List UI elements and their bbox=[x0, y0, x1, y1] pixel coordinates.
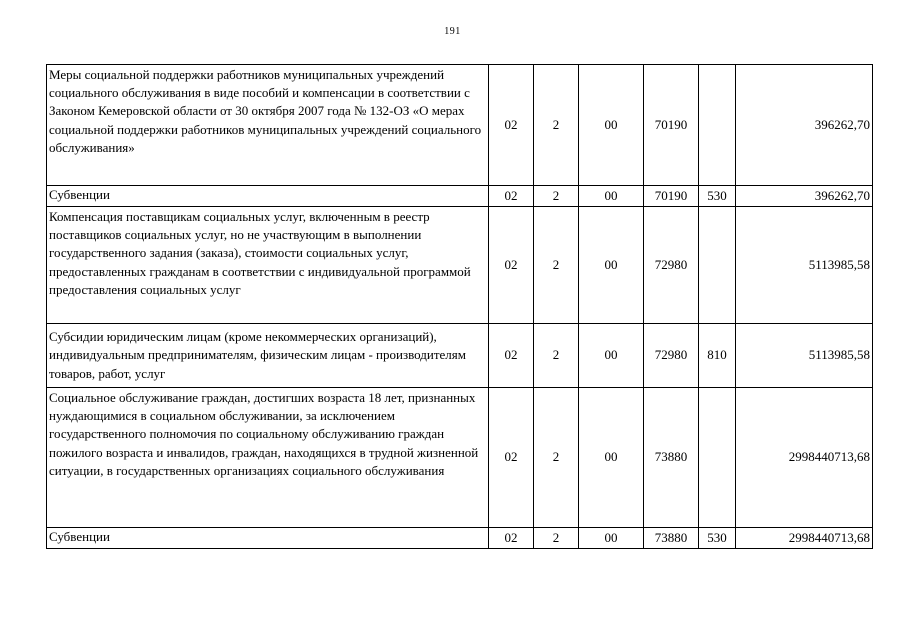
row-subsection: 2 bbox=[534, 528, 579, 549]
budget-table bbox=[46, 64, 873, 549]
row-description: Компенсация поставщикам социальных услуг, включенным в реестр поставщиков социальных услуг, но не участвующим в выполнении государственного задания (заказа), стоимости социальных услуг, предоставленных гражданам в соответствии с индивидуальной программой предоставления социальных услуг bbox=[47, 207, 489, 324]
row-target: 70190 bbox=[644, 186, 699, 207]
table-row bbox=[47, 207, 873, 324]
row-section: 02 bbox=[489, 388, 534, 528]
row-program: 00 bbox=[579, 186, 644, 207]
row-expense-type bbox=[699, 207, 736, 324]
row-program: 00 bbox=[579, 65, 644, 186]
row-amount: 2998440713,68 bbox=[736, 388, 873, 528]
row-program: 00 bbox=[579, 528, 644, 549]
row-expense-type: 810 bbox=[699, 324, 736, 388]
row-subsection: 2 bbox=[534, 324, 579, 388]
row-subsection: 2 bbox=[534, 388, 579, 528]
row-amount: 5113985,58 bbox=[736, 207, 873, 324]
table-row bbox=[47, 528, 873, 549]
row-subsection: 2 bbox=[534, 65, 579, 186]
row-amount: 396262,70 bbox=[736, 65, 873, 186]
row-description: Меры социальной поддержки работников муниципальных учреждений социального обслуживания в виде пособий и компенсации в соответствии с Законом Кемеровской области от 30 октября 2007 года № 132-ОЗ «О мерах социальной поддержки работников муниципальных учреждений социального обслуживания» bbox=[47, 65, 489, 186]
row-expense-type: 530 bbox=[699, 528, 736, 549]
row-program: 00 bbox=[579, 207, 644, 324]
table-row bbox=[47, 65, 873, 186]
row-description: Субсидии юридическим лицам (кроме некоммерческих организаций), индивидуальным предпринимателям, физическим лицам - производителям товаров, работ, услуг bbox=[47, 324, 489, 388]
row-target: 72980 bbox=[644, 207, 699, 324]
row-expense-type bbox=[699, 65, 736, 186]
row-target: 70190 bbox=[644, 65, 699, 186]
row-amount: 396262,70 bbox=[736, 186, 873, 207]
row-program: 00 bbox=[579, 324, 644, 388]
row-target: 73880 bbox=[644, 528, 699, 549]
row-description: Субвенции bbox=[47, 528, 489, 549]
row-section: 02 bbox=[489, 65, 534, 186]
row-description: Социальное обслуживание граждан, достигших возраста 18 лет, признанных нуждающимися в социальном обслуживании, за исключением государственного полномочия по социальному обслуживанию граждан пожилого возраста и инвалидов, граждан, находящихся в трудной жизненной ситуации, в государственных организациях социального обслуживания bbox=[47, 388, 489, 528]
row-section: 02 bbox=[489, 186, 534, 207]
row-target: 73880 bbox=[644, 388, 699, 528]
row-program: 00 bbox=[579, 388, 644, 528]
table-row bbox=[47, 186, 873, 207]
row-subsection: 2 bbox=[534, 186, 579, 207]
table-row bbox=[47, 324, 873, 388]
row-section: 02 bbox=[489, 528, 534, 549]
row-subsection: 2 bbox=[534, 207, 579, 324]
row-expense-type bbox=[699, 388, 736, 528]
row-section: 02 bbox=[489, 207, 534, 324]
row-target: 72980 bbox=[644, 324, 699, 388]
row-description: Субвенции bbox=[47, 186, 489, 207]
row-amount: 5113985,58 bbox=[736, 324, 873, 388]
table-row bbox=[47, 388, 873, 528]
row-amount: 2998440713,68 bbox=[736, 528, 873, 549]
page-number: 191 bbox=[444, 26, 461, 37]
row-section: 02 bbox=[489, 324, 534, 388]
row-expense-type: 530 bbox=[699, 186, 736, 207]
